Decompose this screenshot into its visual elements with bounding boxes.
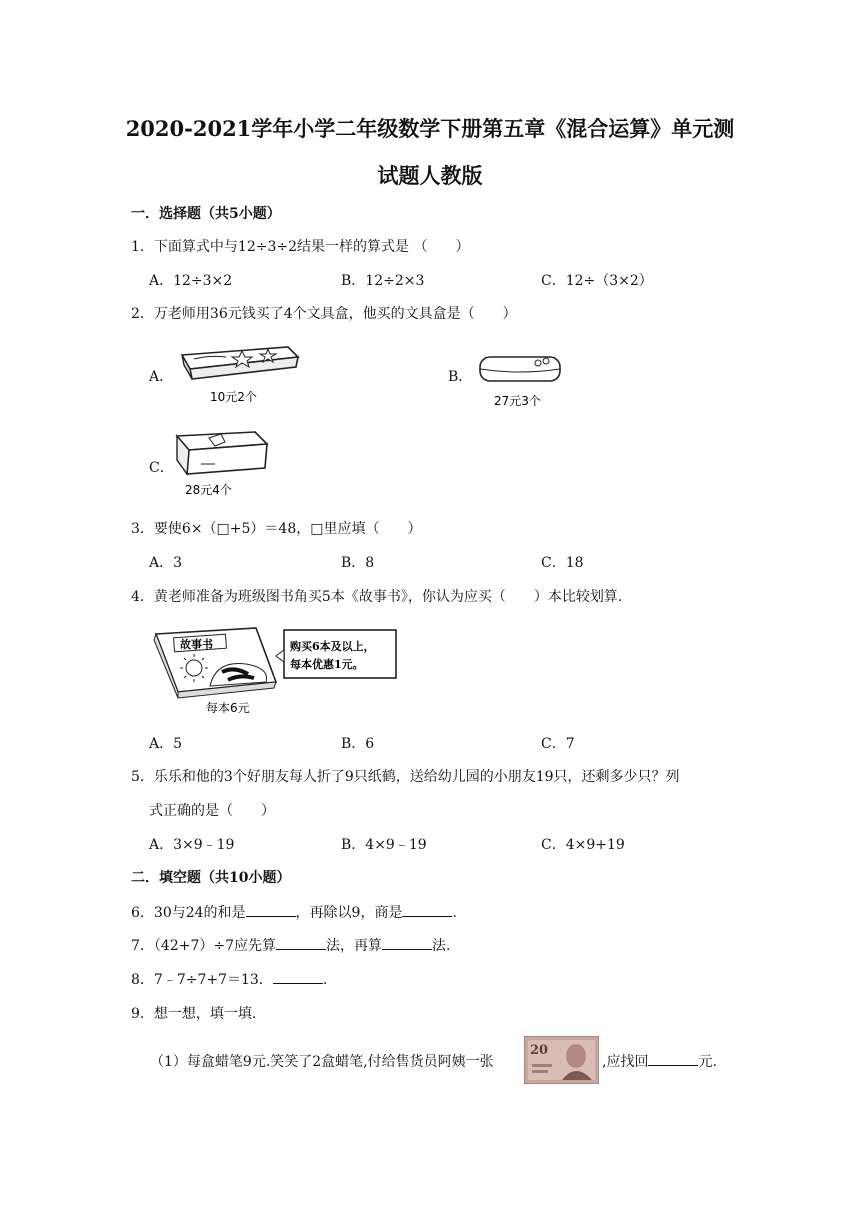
q7-blank-1[interactable] [276, 937, 326, 950]
q4-option-c: C．7 [541, 736, 575, 752]
pencil-box-image-a [170, 337, 305, 409]
question-4: 4．黄老师准备为班级图书角买5本《故事书》，你认为应买（ ）本比较划算. [131, 589, 623, 605]
q2-c-caption: 28元4个 [185, 483, 232, 497]
price-caption: 每本6元 [206, 701, 250, 715]
q9-blank[interactable] [648, 1053, 698, 1066]
q6-text-2: ，再除以9，商是 [295, 905, 403, 921]
q4-option-b: B．6 [341, 736, 375, 752]
question-8 [131, 969, 327, 989]
q8-blank[interactable] [273, 971, 323, 984]
bubble-line-1: 购买6本及以上， [290, 640, 375, 653]
question-1: 1．下面算式中与12÷3÷2结果一样的算式是 （ ） [131, 239, 470, 255]
section-2-heading: 二．填空题（共10小题） [131, 870, 291, 886]
q7-text-3: 法. [432, 938, 451, 954]
q3-option-c: C．18 [541, 555, 584, 571]
q3-option-b: B．8 [341, 555, 375, 571]
title-line-1: 2020-2021学年小学二年级数学下册第五章《混合运算》单元测 [125, 116, 735, 141]
q2-option-b: B． [448, 369, 473, 385]
q6-text-1: 6．30与24的和是 [131, 905, 246, 921]
q4-option-a: A．5 [149, 736, 183, 752]
question-5-line-2: 式正确的是（ ） [149, 803, 275, 819]
question-7 [131, 935, 450, 955]
question-2: 2．万老师用36元钱买了4个文具盒，他买的文具盒是（ ） [131, 306, 517, 322]
banknote-20-yuan-image [524, 1036, 599, 1084]
question-9-sub-1 [150, 1051, 494, 1071]
pencil-box-image-b [474, 345, 569, 411]
q6-blank-1[interactable] [246, 904, 296, 917]
question-5-line-1: 5．乐乐和他的3个好朋友每人折了9只纸鹤，送给幼儿园的小朋友19只，还剩多少只？列 [131, 769, 680, 785]
section-1-heading: 一．选择题（共5小题） [131, 206, 281, 222]
q1-option-a: A．12÷3×2 [149, 273, 233, 289]
q7-text-1: 7．（42+7）÷7应先算 [131, 938, 276, 954]
q5-option-c: C．4×9+19 [541, 837, 625, 853]
q3-option-a: A．3 [149, 555, 183, 571]
q2-b-caption: 27元3个 [494, 394, 541, 408]
title-line-2: 试题人教版 [377, 163, 483, 188]
bubble-line-2: 每本优惠1元。 [290, 658, 364, 671]
q9-sub-text-3: 元. [698, 1054, 717, 1070]
q8-text-1: 8．7﹣7÷7+7＝13． [131, 972, 273, 988]
question-6 [131, 902, 457, 922]
question-9-sub-1-end [602, 1051, 717, 1071]
question-3: 3．要使6×（□+5）＝48，□里应填（ ） [131, 521, 422, 537]
question-9: 9．想一想，填一填. [131, 1006, 257, 1022]
q8-text-2: . [322, 972, 328, 988]
banknote-value: 20 [530, 1043, 549, 1058]
q6-text-3: . [452, 905, 457, 921]
q5-option-a: A．3×9﹣19 [149, 837, 235, 853]
q9-sub-text-2: ,应找回 [602, 1054, 649, 1070]
q5-option-b: B．4×9﹣19 [341, 837, 427, 853]
storybook-image [150, 624, 400, 716]
q9-sub-text-1: （1）每盒蜡笔9元.笑笑了2盒蜡笔,付给售货员阿姨一张 [150, 1054, 494, 1070]
q2-option-c: C． [149, 460, 174, 476]
q2-a-caption: 10元2个 [210, 390, 257, 404]
pencil-box-image-c [171, 428, 271, 500]
q1-option-b: B．12÷2×3 [341, 273, 425, 289]
q6-blank-2[interactable] [402, 904, 452, 917]
q1-option-c: C．12÷（3×2） [541, 273, 653, 289]
q7-blank-2[interactable] [382, 937, 432, 950]
q2-option-a: A． [149, 369, 174, 385]
storybook-title: 故事书 [180, 638, 213, 651]
q7-text-2: 法，再算 [326, 938, 382, 954]
